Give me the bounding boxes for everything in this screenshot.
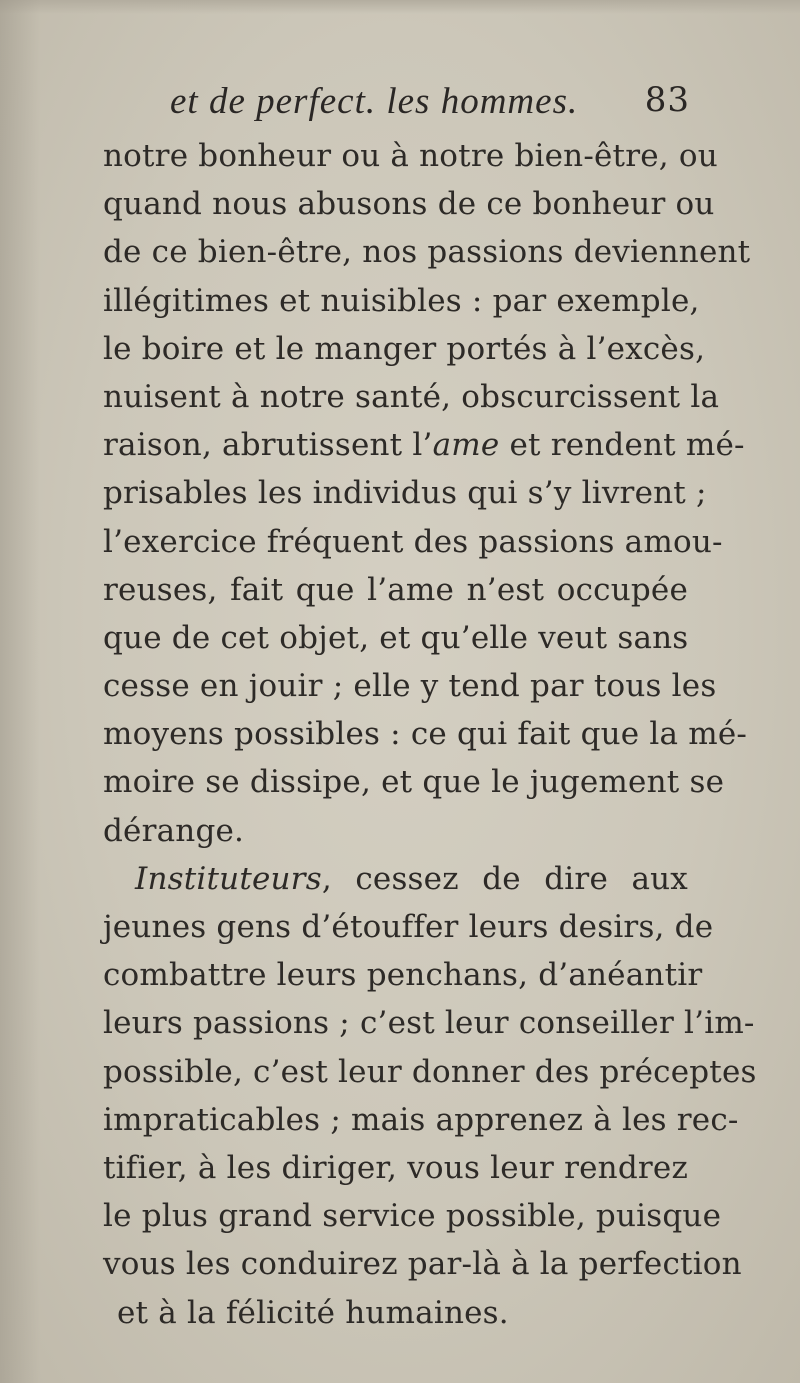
italic-word: Instituteurs <box>135 860 322 897</box>
text-line: le plus grand service possible, puisque <box>103 1198 722 1235</box>
text-line: combattre leurs penchans, d’anéantir <box>103 957 703 994</box>
text-line: illégitimes et nuisibles : par exemple, <box>103 282 700 319</box>
paragraph-end-line: dérange. <box>103 812 245 849</box>
text-line: l’exercice fréquent des passions amou- <box>103 523 723 560</box>
page-number: 83 <box>644 80 690 120</box>
text-line: prisables les individus qui s’y livrent ; <box>103 475 707 512</box>
text-line: impraticables ; mais apprenez à les rec- <box>103 1101 739 1138</box>
body-text <box>103 132 757 1337</box>
text-line: reuses, fait que l’ame n’est occupée <box>103 571 688 608</box>
text-line: nuisent à notre santé, obscurcissent la <box>103 378 720 415</box>
text-line: notre bonheur ou à notre bien-être, ou <box>103 138 718 174</box>
text-line: le boire et le manger portés à l’excès, <box>103 330 706 367</box>
text-segment: , cessez de dire aux <box>321 860 688 897</box>
text-segment: et rendent mé- <box>499 427 745 464</box>
text-line: de ce bien-être, nos passions deviennent <box>103 234 751 271</box>
text-line: moyens possibles : ce qui fait que la mé- <box>103 716 748 753</box>
page-top-edge <box>0 0 800 14</box>
text-line: quand nous abusons de ce bonheur ou <box>103 186 715 223</box>
paragraph-end-line: et à la félicité humaines. <box>117 1294 509 1331</box>
text-line: jeunes gens d’étouffer leurs desirs, de <box>103 909 714 945</box>
text-line: que de cet objet, et qu’elle veut sans <box>103 619 689 656</box>
running-head <box>170 80 690 124</box>
page-gutter-shadow <box>0 0 40 1383</box>
paragraph-start-line <box>103 855 688 903</box>
text-line: leurs passions ; c’est leur conseiller l’im- <box>103 1005 755 1042</box>
text-line: vous les conduirez par-là à la perfection <box>103 1246 742 1283</box>
text-line: tifier, à les diriger, vous leur rendrez <box>103 1149 688 1186</box>
running-title: et de perfect. les hommes. <box>170 81 579 122</box>
italic-word: ame <box>432 427 500 464</box>
text-line <box>103 421 745 469</box>
text-line: possible, c’est leur donner des préceptes <box>103 1053 757 1090</box>
text-line: cesse en jouir ; elle y tend par tous les <box>103 668 717 705</box>
text-segment: raison, abrutissent l’ <box>103 427 433 464</box>
text-line: moire se dissipe, et que le jugement se <box>103 764 725 801</box>
